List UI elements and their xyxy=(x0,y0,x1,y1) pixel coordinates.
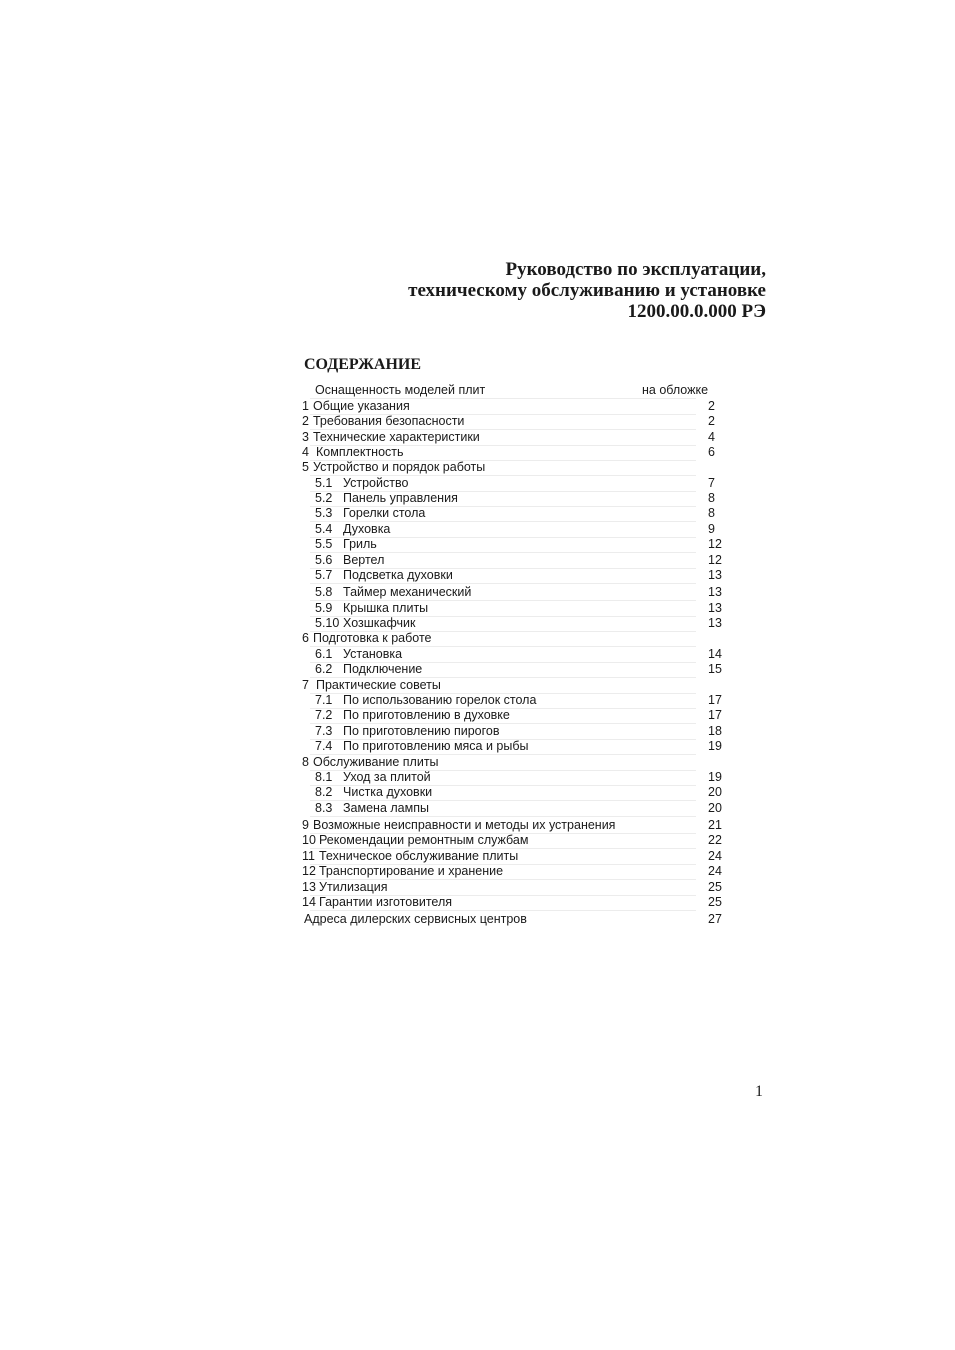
toc-entry-page: 8 xyxy=(708,506,715,520)
toc-entry-label: Оснащенность моделей плит xyxy=(315,383,486,397)
toc-entry-label: Комплектность xyxy=(316,445,404,459)
toc-entry xyxy=(302,522,722,537)
toc-entry xyxy=(302,739,722,754)
toc-entry-page: на обложке xyxy=(642,383,709,397)
toc-entry xyxy=(302,506,722,521)
page-number: 1 xyxy=(755,1083,763,1100)
title-line-3: 1200.00.0.000 РЭ xyxy=(627,301,766,322)
toc-entry-page: 14 xyxy=(708,647,722,661)
toc-entry-number: 7.3 xyxy=(315,724,333,738)
toc-entry xyxy=(302,895,722,910)
toc-entry-number: 5.3 xyxy=(315,506,333,520)
toc-entry xyxy=(302,818,722,833)
toc-entry xyxy=(302,833,722,848)
toc-entry-number: 7.2 xyxy=(315,708,333,722)
toc-entry-label: Замена лампы xyxy=(343,801,429,815)
toc-entry-page: 22 xyxy=(708,833,722,847)
toc-entry-number: 5.2 xyxy=(315,491,333,505)
toc-entry-number: 8.3 xyxy=(315,801,333,815)
toc-heading: СОДЕРЖАНИЕ xyxy=(304,356,422,373)
title-line-2: техническому обслуживанию и установке xyxy=(408,280,766,301)
toc-entry-number: 12 xyxy=(302,864,316,878)
toc-entry-number: 5.4 xyxy=(315,522,333,536)
toc-entry-page: 2 xyxy=(708,414,715,428)
toc-entry-label: По приготовлению в духовке xyxy=(343,708,510,722)
toc-entry-page: 19 xyxy=(708,739,722,753)
toc-entry-label: По использованию горелок стола xyxy=(343,693,537,707)
toc-entry-page: 24 xyxy=(708,864,722,878)
toc-entry-label: Панель управления xyxy=(343,491,458,505)
toc-entry xyxy=(302,755,722,770)
toc-entry-number: 7 xyxy=(302,678,309,692)
toc-entry xyxy=(302,585,722,600)
toc-entry-page: 17 xyxy=(708,708,722,722)
toc-entry-label: Подготовка к работе xyxy=(313,631,432,645)
toc-entry xyxy=(302,553,722,568)
toc-entry-label: Гарантии изготовителя xyxy=(319,895,453,909)
toc-entry-number: 3 xyxy=(302,430,309,444)
toc-entry-page: 19 xyxy=(708,770,722,784)
toc-entry-number: 8.1 xyxy=(315,770,333,784)
toc-entry-label: Гриль xyxy=(343,537,377,551)
toc-entry-label: Общие указания xyxy=(313,399,410,413)
toc-entry-page: 6 xyxy=(708,445,715,459)
toc-entry-label: Вертел xyxy=(343,553,385,567)
toc-entry-label: По приготовлению пирогов xyxy=(343,724,500,738)
toc-entry xyxy=(302,785,722,800)
toc-entry-number: 11 xyxy=(302,849,315,863)
toc-entry xyxy=(302,414,722,429)
toc-entry-number: 5.8 xyxy=(315,585,333,599)
toc-entry xyxy=(302,693,722,708)
title-line-1: Руководство по эксплуатации, xyxy=(505,259,766,280)
toc-entry-page: 7 xyxy=(708,476,715,490)
toc-entry-label: Устройство и порядок работы xyxy=(313,460,486,474)
toc-entry-label: Подключение xyxy=(343,662,423,676)
toc-entry-number: 5.7 xyxy=(315,568,333,582)
toc-entry xyxy=(302,864,722,879)
toc-entry-label: Таймер механический xyxy=(343,585,472,599)
toc-entry-page: 20 xyxy=(708,801,722,815)
toc-entry-page: 25 xyxy=(708,880,722,894)
toc-entry-number: 7.4 xyxy=(315,739,333,753)
toc-entry-label: Утилизация xyxy=(319,880,388,894)
toc-entry-page: 24 xyxy=(708,849,722,863)
toc-entry-label: Горелки стола xyxy=(343,506,426,520)
toc-entry-number: 6.1 xyxy=(315,647,333,661)
toc-entry-page: 17 xyxy=(708,693,722,707)
toc-entry-number: 8.2 xyxy=(315,785,333,799)
toc-entry xyxy=(302,537,722,552)
toc-entry-page: 9 xyxy=(708,522,715,536)
toc-entry-number: 5.6 xyxy=(315,553,333,567)
toc-entry xyxy=(302,476,722,491)
toc-entry-label: По приготовлению мяса и рыбы xyxy=(343,739,529,753)
toc-entry xyxy=(302,912,722,927)
toc-entry-page: 12 xyxy=(708,553,722,567)
toc-entry-label: Духовка xyxy=(343,522,391,536)
toc-entry-page: 13 xyxy=(708,585,722,599)
toc-entry xyxy=(302,445,722,460)
toc-entry xyxy=(302,662,722,677)
toc-entry-number: 10 xyxy=(302,833,316,847)
toc-entry-page: 12 xyxy=(708,537,722,551)
toc-entry-label: Чистка духовки xyxy=(343,785,433,799)
toc-entry xyxy=(302,399,722,414)
toc-entry xyxy=(302,568,722,583)
toc-entry xyxy=(302,708,722,723)
toc-entry xyxy=(302,460,722,475)
toc-entry-page: 4 xyxy=(708,430,715,444)
toc-entry-page: 21 xyxy=(708,818,722,832)
toc-entry-page: 2 xyxy=(708,399,715,413)
toc-entry xyxy=(302,383,722,398)
toc-entry xyxy=(302,601,722,616)
toc-entry-number: 6 xyxy=(302,631,309,645)
toc-entry-label: Техническое обслуживание плиты xyxy=(319,849,519,863)
toc-entry-page: 13 xyxy=(708,601,722,615)
toc-entry-label: Практические советы xyxy=(316,678,441,692)
toc-entry-number: 5.5 xyxy=(315,537,333,551)
toc-entry-number: 4 xyxy=(302,445,309,459)
toc-entry-label: Подсветка духовки xyxy=(343,568,453,582)
toc-entry xyxy=(302,631,722,646)
toc-entry-label: Обслуживание плиты xyxy=(313,755,439,769)
toc-entry-label: Уход за плитой xyxy=(343,770,431,784)
toc-entry-label: Устройство xyxy=(343,476,409,490)
toc-entry-label: Требования безопасности xyxy=(313,414,465,428)
toc-entry-page: 27 xyxy=(708,912,722,926)
toc-entry xyxy=(302,647,722,662)
toc-entry xyxy=(302,491,722,506)
toc-entry-page: 18 xyxy=(708,724,722,738)
toc-entry-number: 5.1 xyxy=(315,476,333,490)
toc-entry-number: 14 xyxy=(302,895,316,909)
toc-entry-number: 8 xyxy=(302,755,309,769)
toc-entry-number: 6.2 xyxy=(315,662,333,676)
toc-entry-label: Рекомендации ремонтным службам xyxy=(319,833,529,847)
toc-entry-number: 5.10 xyxy=(315,616,340,630)
toc-entry-page: 15 xyxy=(708,662,722,676)
toc-entry-page: 8 xyxy=(708,491,715,505)
toc-entry-label: Хозшкафчик xyxy=(343,616,416,630)
toc-entry-label: Транспортирование и хранение xyxy=(319,864,504,878)
toc-entry xyxy=(302,770,722,785)
toc-entry-number: 2 xyxy=(302,414,309,428)
toc-entry-number: 5 xyxy=(302,460,309,474)
toc-entry-label: Адреса дилерских сервисных центров xyxy=(304,912,527,926)
toc-entry-label: Крышка плиты xyxy=(343,601,429,615)
toc-entry-page: 25 xyxy=(708,895,722,909)
toc-entry xyxy=(302,430,722,445)
toc-entry xyxy=(302,724,722,739)
toc-entry-page: 13 xyxy=(708,568,722,582)
toc-entry-number: 13 xyxy=(302,880,316,894)
toc-entry-label: Технические характеристики xyxy=(313,430,480,444)
toc-entry xyxy=(302,801,722,816)
toc-entry-number: 9 xyxy=(302,818,309,832)
toc-entry xyxy=(302,678,722,693)
toc-entry xyxy=(302,849,722,864)
toc-entry xyxy=(302,616,722,631)
toc-entry-page: 13 xyxy=(708,616,722,630)
toc-entry-number: 1 xyxy=(302,399,309,413)
toc-entry-label: Установка xyxy=(343,647,403,661)
toc-entry-number: 7.1 xyxy=(315,693,333,707)
toc-entry-label: Возможные неисправности и методы их устранения xyxy=(313,818,616,832)
toc-entry-number: 5.9 xyxy=(315,601,333,615)
toc-entry-page: 20 xyxy=(708,785,722,799)
toc-entry xyxy=(302,880,722,895)
